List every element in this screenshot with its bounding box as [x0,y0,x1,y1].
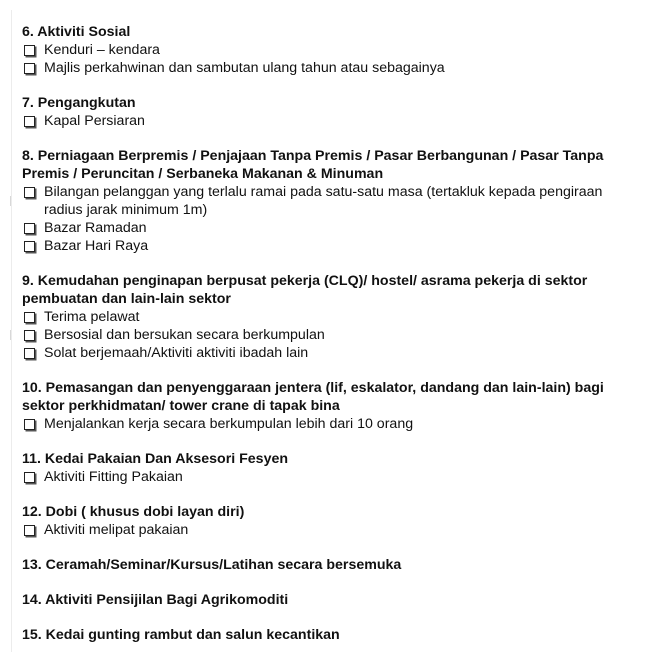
checklist-item: Bazar Ramadan [22,219,638,237]
section-heading: 6. Aktiviti Sosial [22,24,131,40]
section-heading: 13. Ceramah/Seminar/Kursus/Latihan secara bersemuka [22,557,402,573]
checkbox-icon [24,223,35,234]
checklist-item: Kenduri – kendara [22,41,638,59]
section-heading: 7. Pengangkutan [22,95,136,111]
section-9 [22,272,638,362]
checkbox-icon [24,525,35,536]
section-11 [22,450,638,486]
checklist-item: Solat berjemaah/Aktiviti aktiviti ibadah lain [22,344,638,362]
checklist-item: Menjalankan kerja secara berkumpulan lebih dari 10 orang [22,415,638,433]
section-6 [22,23,638,77]
section-heading: 11. Kedai Pakaian Dan Aksesori Fesyen [22,451,289,467]
checkbox-icon [24,330,35,341]
section-heading: 9. Kemudahan penginapan berpusat pekerja (CLQ)/ hostel/ asrama pekerja di sektor pembuatan dan lain-lain sektor [22,273,588,307]
checkbox-icon [24,63,35,74]
checkbox-icon [24,241,35,252]
margin-mark [10,196,11,206]
checkbox-icon [24,187,35,198]
section-13 [22,556,638,574]
checklist-item: Kapal Persiaran [22,112,638,130]
checkbox-icon [24,116,35,127]
margin-mark [10,330,11,340]
section-heading: 14. Aktiviti Pensijilan Bagi Agrikomoditi [22,592,289,608]
checkbox-icon [24,312,35,323]
section-heading: 10. Pemasangan dan penyenggaraan jentera (lif, eskalator, dandang dan lain-lain) bagi sektor perkhidmatan/ tower crane di tapak bina [22,380,604,414]
checklist-item: Majlis perkahwinan dan sambutan ulang tahun atau sebagainya [22,59,638,77]
section-12 [22,503,638,539]
checklist-item: Bazar Hari Raya [22,237,638,255]
section-15 [22,626,638,644]
checklist-item: Terima pelawat [22,308,638,326]
document-content [22,23,638,661]
section-heading: 8. Perniagaan Berpremis / Penjajaan Tanpa Premis / Pasar Berbangunan / Pasar Tanpa Premis / Peruncitan / Serbaneka Makanan & Minuman [22,148,604,182]
section-10 [22,379,638,433]
checklist-item: Aktiviti Fitting Pakaian [22,468,638,486]
section-14 [22,591,638,609]
checklist-item: Aktiviti melipat pakaian [22,521,638,539]
checkbox-icon [24,472,35,483]
section-8 [22,147,638,255]
checkbox-icon [24,348,35,359]
checkbox-icon [24,45,35,56]
section-heading: 12. Dobi ( khusus dobi layan diri) [22,504,245,520]
section-7 [22,94,638,130]
checklist-item: Bersosial dan bersukan secara berkumpulan [22,326,638,344]
checklist-item: Bilangan pelanggan yang terlalu ramai pada satu-satu masa (tertakluk kepada pengiraan radius jarak minimum 1m) [22,183,638,219]
checkbox-icon [24,419,35,430]
section-heading: 15. Kedai gunting rambut dan salun kecantikan [22,627,340,643]
